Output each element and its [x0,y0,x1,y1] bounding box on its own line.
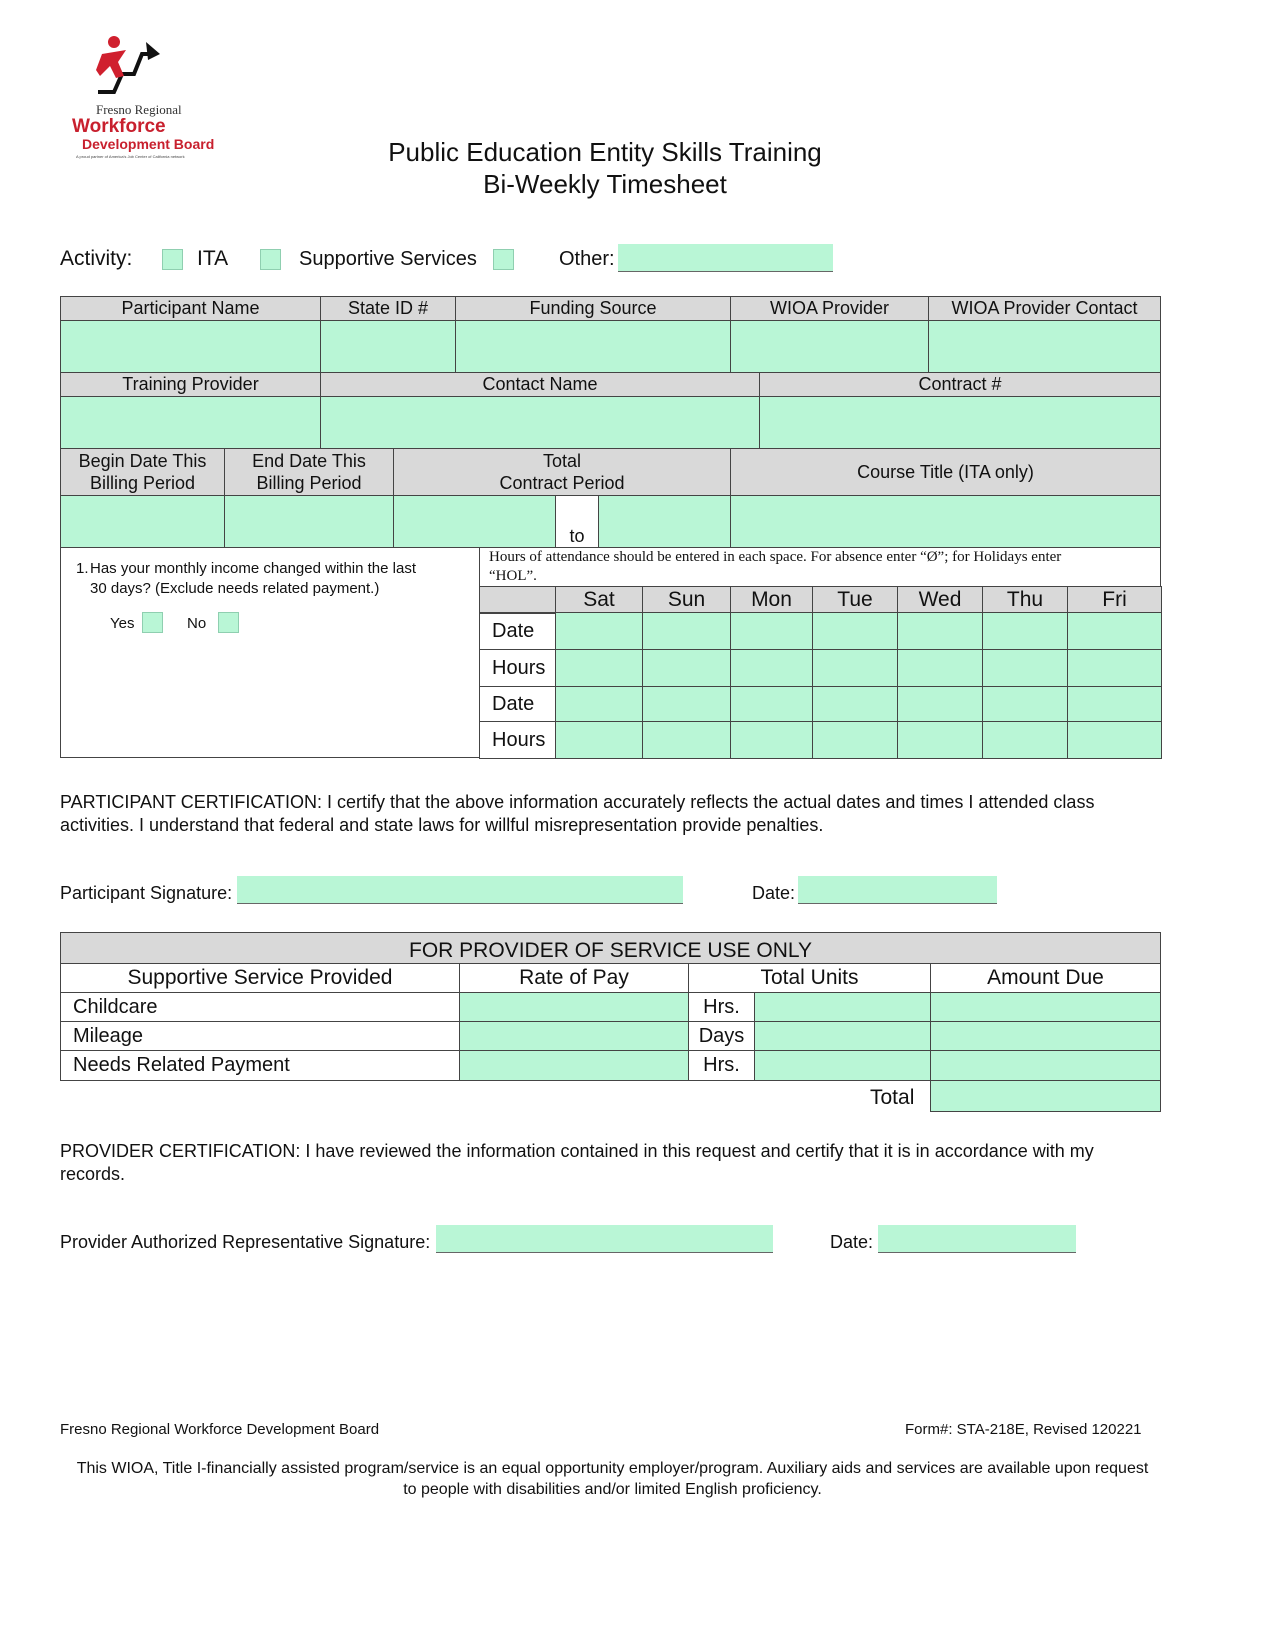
attendance-date-fri-input[interactable] [1067,686,1162,722]
participant-name-input[interactable] [60,320,321,373]
provider-cert-line1: PROVIDER CERTIFICATION: I have reviewed the information contained in this request and certify that it is in accordance with my [60,1141,1094,1161]
needs-related-rate-input[interactable] [459,1050,689,1081]
contract-number-input[interactable] [759,396,1161,449]
provider-table-title: FOR PROVIDER OF SERVICE USE ONLY [60,932,1161,964]
amount-due-header: Amount Due [930,963,1161,993]
begin-date-input[interactable] [60,495,225,548]
attendance-hours-wed-input[interactable] [897,721,983,759]
attendance-date-mon-input[interactable] [730,686,813,722]
day-header-fri: Fri [1067,586,1162,614]
contact-name-input[interactable] [320,396,760,449]
attendance-hours-sat-input[interactable] [555,721,643,759]
wioa-provider-header: WIOA Provider [730,296,929,321]
participant-date-input[interactable] [798,876,997,904]
provider-date-label: Date: [830,1232,874,1252]
wioa-provider-input[interactable] [730,320,929,373]
attendance-row-label-date: Date [479,686,556,722]
footer-eeo-line2: to people with disabilities and/or limited English proficiency. [403,1481,822,1498]
attendance-hours-mon-input[interactable] [730,721,813,759]
attendance-note-line2: “HOL”. [489,568,537,584]
footer-org: Fresno Regional Workforce Development Board [60,1421,380,1438]
attendance-row-label-hours: Hours [479,721,556,759]
attendance-hours-wed-input[interactable] [897,649,983,687]
total-units-header: Total Units [688,963,931,993]
attendance-date-tue-input[interactable] [812,612,898,650]
no-label: No [187,615,207,632]
supportive-services-label: Supportive Services [299,248,477,270]
state-id-input[interactable] [320,320,456,373]
total-contract-period-header [393,448,731,496]
attendance-hours-sun-input[interactable] [642,649,731,687]
total-label: Total [870,1086,915,1109]
title-line2: Bi-Weekly Timesheet [483,169,727,199]
wioa-provider-contact-input[interactable] [928,320,1161,373]
childcare-units-input[interactable] [754,992,931,1022]
other-input[interactable] [618,244,833,272]
state-id-header: State ID # [320,296,456,321]
participant-cert-line2: activities. I understand that federal and state laws for willful misrepresentation provide penalties. [60,815,824,835]
childcare-label: Childcare [60,992,460,1022]
day-header-mon: Mon [730,586,813,614]
participant-date-label: Date: [752,883,796,903]
needs-related-amount-input[interactable] [930,1050,1161,1081]
attendance-date-sun-input[interactable] [642,686,731,722]
attendance-hours-tue-input[interactable] [812,721,898,759]
participant-cert-line1: PARTICIPANT CERTIFICATION: I certify that the above information accurately reflects the actual dates and times I attended class [60,792,1095,812]
no-checkbox[interactable] [218,612,239,633]
attendance-date-wed-input[interactable] [897,612,983,650]
attendance-hours-tue-input[interactable] [812,649,898,687]
income-question-block [60,547,480,758]
attendance-hours-mon-input[interactable] [730,649,813,687]
footer-eeo-line1: This WIOA, Title I-financially assisted program/service is an equal opportunity employer/program. Auxiliary aids and services are available upon request [76,1460,1149,1477]
day-header-sun: Sun [642,586,731,614]
attendance-date-thu-input[interactable] [982,612,1068,650]
attendance-hours-fri-input[interactable] [1067,649,1162,687]
contract-end-input[interactable] [598,495,731,548]
figure-climbing-arrow-icon [88,32,168,100]
childcare-unit-label: Hrs. [688,992,755,1022]
participant-signature-label: Participant Signature: [60,883,233,903]
question-text-line1: Has your monthly income changed within the last [90,560,417,577]
other-checkbox[interactable] [493,249,514,270]
day-header-sat: Sat [555,586,643,614]
attendance-corner-cell [479,586,556,614]
page-title [0,136,1210,200]
needs-related-label: Needs Related Payment [60,1050,460,1081]
training-provider-header: Training Provider [60,372,321,397]
logo-line2: Workforce [72,116,166,137]
other-label: Other: [559,248,615,270]
attendance-date-thu-input[interactable] [982,686,1068,722]
provider-date-input[interactable] [878,1225,1076,1253]
attendance-date-sat-input[interactable] [555,612,643,650]
funding-source-header: Funding Source [455,296,731,321]
provider-cert-line2: records. [60,1164,126,1184]
attendance-note-line1: Hours of attendance should be entered in each space. For absence enter “Ø”; for Holidays enter [489,549,1062,565]
attendance-date-sat-input[interactable] [555,686,643,722]
attendance-date-wed-input[interactable] [897,686,983,722]
provider-signature-label: Provider Authorized Representative Signature: [60,1232,431,1252]
day-header-wed: Wed [897,586,983,614]
contract-start-input[interactable] [393,495,556,548]
logo-line1: Fresno Regional [96,102,182,117]
supportive-services-checkbox[interactable] [260,249,281,270]
mileage-rate-input[interactable] [459,1021,689,1051]
to-label: to [555,495,599,548]
attendance-date-tue-input[interactable] [812,686,898,722]
participant-name-header: Participant Name [60,296,321,321]
attendance-hours-thu-input[interactable] [982,721,1068,759]
rate-of-pay-header: Rate of Pay [459,963,689,993]
activity-label: Activity: [60,247,133,270]
attendance-date-sun-input[interactable] [642,612,731,650]
contact-name-header: Contact Name [320,372,760,397]
ita-checkbox[interactable] [162,249,183,270]
attendance-row-label-date: Date [479,612,556,650]
end-date-header: End Date This Billing Period [224,448,394,496]
needs-related-units-input[interactable] [754,1050,931,1081]
childcare-amount-input[interactable] [930,992,1161,1022]
total-line2: Contract Period [499,473,625,493]
childcare-rate-input[interactable] [459,992,689,1022]
ita-label: ITA [197,247,229,270]
total-line1: Total [542,451,582,471]
attendance-date-fri-input[interactable] [1067,612,1162,650]
mileage-units-input[interactable] [754,1021,931,1051]
training-provider-input[interactable] [60,396,321,449]
attendance-hours-fri-input[interactable] [1067,721,1162,759]
service-provided-header: Supportive Service Provided [60,963,460,993]
mileage-unit-label: Days [688,1021,755,1051]
attendance-date-mon-input[interactable] [730,612,813,650]
course-title-input[interactable] [730,495,1161,548]
wioa-provider-contact-header: WIOA Provider Contact [928,296,1161,321]
attendance-hours-sun-input[interactable] [642,721,731,759]
begin-date-header: Begin Date This Billing Period [60,448,225,496]
day-header-thu: Thu [982,586,1068,614]
question-text-line2: 30 days? (Exclude needs related payment.) [90,580,380,597]
footer-eeo-statement [0,1458,1225,1500]
attendance-hours-thu-input[interactable] [982,649,1068,687]
participant-signature-input[interactable] [237,876,683,904]
yes-label: Yes [110,615,135,632]
funding-source-input[interactable] [455,320,731,373]
yes-checkbox[interactable] [142,612,163,633]
attendance-hours-sat-input[interactable] [555,649,643,687]
attendance-row-label-hours: Hours [479,649,556,687]
contract-number-header: Contract # [759,372,1161,397]
end-date-input[interactable] [224,495,394,548]
mileage-amount-input[interactable] [930,1021,1161,1051]
mileage-label: Mileage [60,1021,460,1051]
title-line1: Public Education Entity Skills Training [388,137,822,167]
total-amount-input[interactable] [930,1080,1161,1112]
needs-related-unit-label: Hrs. [688,1050,755,1081]
provider-signature-input[interactable] [436,1225,773,1253]
footer-form-number: Form#: STA-218E, Revised 120221 [905,1421,1142,1438]
course-title-header: Course Title (ITA only) [730,448,1161,496]
logo-tagline: A proud partner of America's Job Center of California network [76,154,185,159]
logo-line3: Development Board [82,136,215,152]
day-header-tue: Tue [812,586,898,614]
question-number: 1. [76,560,89,577]
